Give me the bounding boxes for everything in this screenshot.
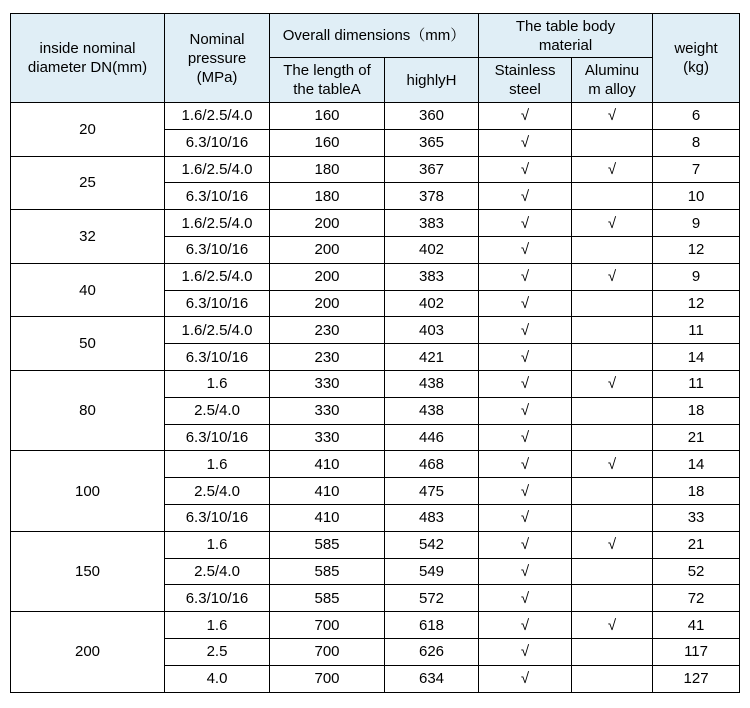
table-row <box>11 612 740 639</box>
cell-height: 365 <box>385 129 479 156</box>
cell-dn: 100 <box>11 451 165 531</box>
cell-length: 410 <box>270 504 385 531</box>
cell-pressure: 6.3/10/16 <box>165 236 270 263</box>
cell-dn: 200 <box>11 612 165 692</box>
cell-length: 180 <box>270 156 385 183</box>
cell-height: 402 <box>385 236 479 263</box>
cell-aluminum: √ <box>572 370 653 397</box>
cell-height: 360 <box>385 103 479 130</box>
cell-pressure: 6.3/10/16 <box>165 129 270 156</box>
table-header <box>11 14 740 103</box>
cell-height: 634 <box>385 665 479 692</box>
cell-length: 200 <box>270 210 385 237</box>
cell-height: 383 <box>385 263 479 290</box>
cell-length: 585 <box>270 531 385 558</box>
cell-height: 549 <box>385 558 479 585</box>
cell-aluminum: √ <box>572 612 653 639</box>
cell-pressure: 2.5/4.0 <box>165 558 270 585</box>
cell-aluminum <box>572 665 653 692</box>
cell-height: 421 <box>385 344 479 371</box>
cell-aluminum <box>572 397 653 424</box>
header-height: highlyH <box>385 58 479 103</box>
cell-stainless: √ <box>479 370 572 397</box>
cell-weight: 7 <box>653 156 740 183</box>
cell-dn: 150 <box>11 531 165 611</box>
cell-pressure: 1.6 <box>165 612 270 639</box>
cell-weight: 127 <box>653 665 740 692</box>
cell-weight: 18 <box>653 478 740 505</box>
cell-height: 626 <box>385 638 479 665</box>
cell-stainless: √ <box>479 183 572 210</box>
cell-pressure: 1.6/2.5/4.0 <box>165 263 270 290</box>
cell-length: 410 <box>270 451 385 478</box>
cell-pressure: 2.5 <box>165 638 270 665</box>
cell-length: 180 <box>270 183 385 210</box>
cell-dn: 25 <box>11 156 165 210</box>
cell-pressure: 6.3/10/16 <box>165 290 270 317</box>
cell-stainless: √ <box>479 103 572 130</box>
cell-length: 330 <box>270 424 385 451</box>
cell-aluminum: √ <box>572 156 653 183</box>
cell-stainless: √ <box>479 531 572 558</box>
table-row <box>11 370 740 397</box>
cell-aluminum <box>572 317 653 344</box>
cell-pressure: 2.5/4.0 <box>165 478 270 505</box>
cell-stainless: √ <box>479 585 572 612</box>
cell-pressure: 2.5/4.0 <box>165 397 270 424</box>
table-row <box>11 451 740 478</box>
cell-aluminum <box>572 129 653 156</box>
cell-weight: 9 <box>653 263 740 290</box>
cell-aluminum: √ <box>572 103 653 130</box>
header-overall-dimensions: Overall dimensions（mm） <box>270 14 479 58</box>
cell-pressure: 1.6/2.5/4.0 <box>165 156 270 183</box>
cell-length: 410 <box>270 478 385 505</box>
cell-weight: 12 <box>653 236 740 263</box>
cell-length: 585 <box>270 585 385 612</box>
header-body-material: The table body material <box>479 14 653 58</box>
cell-pressure: 1.6 <box>165 531 270 558</box>
cell-dn: 40 <box>11 263 165 317</box>
table-row <box>11 210 740 237</box>
cell-height: 446 <box>385 424 479 451</box>
cell-height: 367 <box>385 156 479 183</box>
cell-pressure: 1.6/2.5/4.0 <box>165 210 270 237</box>
cell-length: 700 <box>270 638 385 665</box>
header-dn: inside nominal diameter DN(mm) <box>11 14 165 103</box>
cell-stainless: √ <box>479 156 572 183</box>
cell-pressure: 6.3/10/16 <box>165 504 270 531</box>
cell-stainless: √ <box>479 638 572 665</box>
cell-weight: 6 <box>653 103 740 130</box>
cell-aluminum <box>572 478 653 505</box>
cell-height: 483 <box>385 504 479 531</box>
cell-height: 542 <box>385 531 479 558</box>
cell-weight: 11 <box>653 317 740 344</box>
cell-weight: 41 <box>653 612 740 639</box>
cell-weight: 52 <box>653 558 740 585</box>
cell-aluminum: √ <box>572 210 653 237</box>
cell-dn: 80 <box>11 370 165 450</box>
cell-stainless: √ <box>479 236 572 263</box>
cell-weight: 21 <box>653 424 740 451</box>
cell-weight: 10 <box>653 183 740 210</box>
cell-pressure: 6.3/10/16 <box>165 424 270 451</box>
table-row <box>11 317 740 344</box>
cell-dn: 50 <box>11 317 165 371</box>
cell-stainless: √ <box>479 317 572 344</box>
cell-stainless: √ <box>479 451 572 478</box>
cell-aluminum <box>572 638 653 665</box>
cell-length: 330 <box>270 397 385 424</box>
cell-stainless: √ <box>479 478 572 505</box>
cell-height: 572 <box>385 585 479 612</box>
cell-pressure: 1.6/2.5/4.0 <box>165 103 270 130</box>
cell-stainless: √ <box>479 129 572 156</box>
header-pressure: Nominal pressure (MPa) <box>165 14 270 103</box>
cell-pressure: 1.6/2.5/4.0 <box>165 317 270 344</box>
cell-length: 330 <box>270 370 385 397</box>
cell-weight: 9 <box>653 210 740 237</box>
cell-length: 200 <box>270 263 385 290</box>
cell-dn: 20 <box>11 103 165 157</box>
cell-aluminum <box>572 585 653 612</box>
dimensions-table <box>10 13 740 693</box>
header-stainless: Stainless steel <box>479 58 572 103</box>
cell-aluminum <box>572 504 653 531</box>
cell-length: 200 <box>270 236 385 263</box>
cell-stainless: √ <box>479 397 572 424</box>
table-container <box>10 13 740 693</box>
cell-aluminum <box>572 558 653 585</box>
cell-pressure: 6.3/10/16 <box>165 585 270 612</box>
cell-weight: 11 <box>653 370 740 397</box>
cell-pressure: 6.3/10/16 <box>165 344 270 371</box>
cell-length: 700 <box>270 612 385 639</box>
cell-length: 585 <box>270 558 385 585</box>
cell-stainless: √ <box>479 612 572 639</box>
cell-pressure: 4.0 <box>165 665 270 692</box>
cell-pressure: 1.6 <box>165 451 270 478</box>
cell-weight: 14 <box>653 344 740 371</box>
cell-pressure: 1.6 <box>165 370 270 397</box>
cell-stainless: √ <box>479 424 572 451</box>
cell-weight: 8 <box>653 129 740 156</box>
cell-height: 378 <box>385 183 479 210</box>
cell-length: 230 <box>270 317 385 344</box>
cell-stainless: √ <box>479 210 572 237</box>
cell-aluminum <box>572 183 653 210</box>
cell-height: 475 <box>385 478 479 505</box>
cell-aluminum: √ <box>572 263 653 290</box>
cell-aluminum: √ <box>572 531 653 558</box>
cell-weight: 18 <box>653 397 740 424</box>
cell-aluminum <box>572 290 653 317</box>
cell-length: 230 <box>270 344 385 371</box>
cell-stainless: √ <box>479 504 572 531</box>
cell-height: 438 <box>385 370 479 397</box>
header-aluminum: Aluminu m alloy <box>572 58 653 103</box>
cell-height: 468 <box>385 451 479 478</box>
cell-length: 700 <box>270 665 385 692</box>
cell-stainless: √ <box>479 290 572 317</box>
cell-height: 403 <box>385 317 479 344</box>
cell-weight: 12 <box>653 290 740 317</box>
table-body <box>11 103 740 693</box>
cell-weight: 14 <box>653 451 740 478</box>
cell-height: 438 <box>385 397 479 424</box>
cell-weight: 21 <box>653 531 740 558</box>
cell-aluminum <box>572 424 653 451</box>
table-row <box>11 531 740 558</box>
cell-weight: 72 <box>653 585 740 612</box>
table-row <box>11 263 740 290</box>
cell-length: 160 <box>270 103 385 130</box>
cell-stainless: √ <box>479 263 572 290</box>
cell-aluminum <box>572 236 653 263</box>
table-row <box>11 103 740 130</box>
cell-stainless: √ <box>479 665 572 692</box>
cell-weight: 117 <box>653 638 740 665</box>
cell-height: 383 <box>385 210 479 237</box>
cell-aluminum <box>572 344 653 371</box>
header-length: The length of the tableA <box>270 58 385 103</box>
cell-aluminum: √ <box>572 451 653 478</box>
cell-height: 402 <box>385 290 479 317</box>
cell-length: 160 <box>270 129 385 156</box>
cell-weight: 33 <box>653 504 740 531</box>
header-weight: weight (kg) <box>653 14 740 103</box>
cell-stainless: √ <box>479 344 572 371</box>
table-row <box>11 156 740 183</box>
cell-pressure: 6.3/10/16 <box>165 183 270 210</box>
cell-stainless: √ <box>479 558 572 585</box>
cell-dn: 32 <box>11 210 165 264</box>
cell-height: 618 <box>385 612 479 639</box>
cell-length: 200 <box>270 290 385 317</box>
